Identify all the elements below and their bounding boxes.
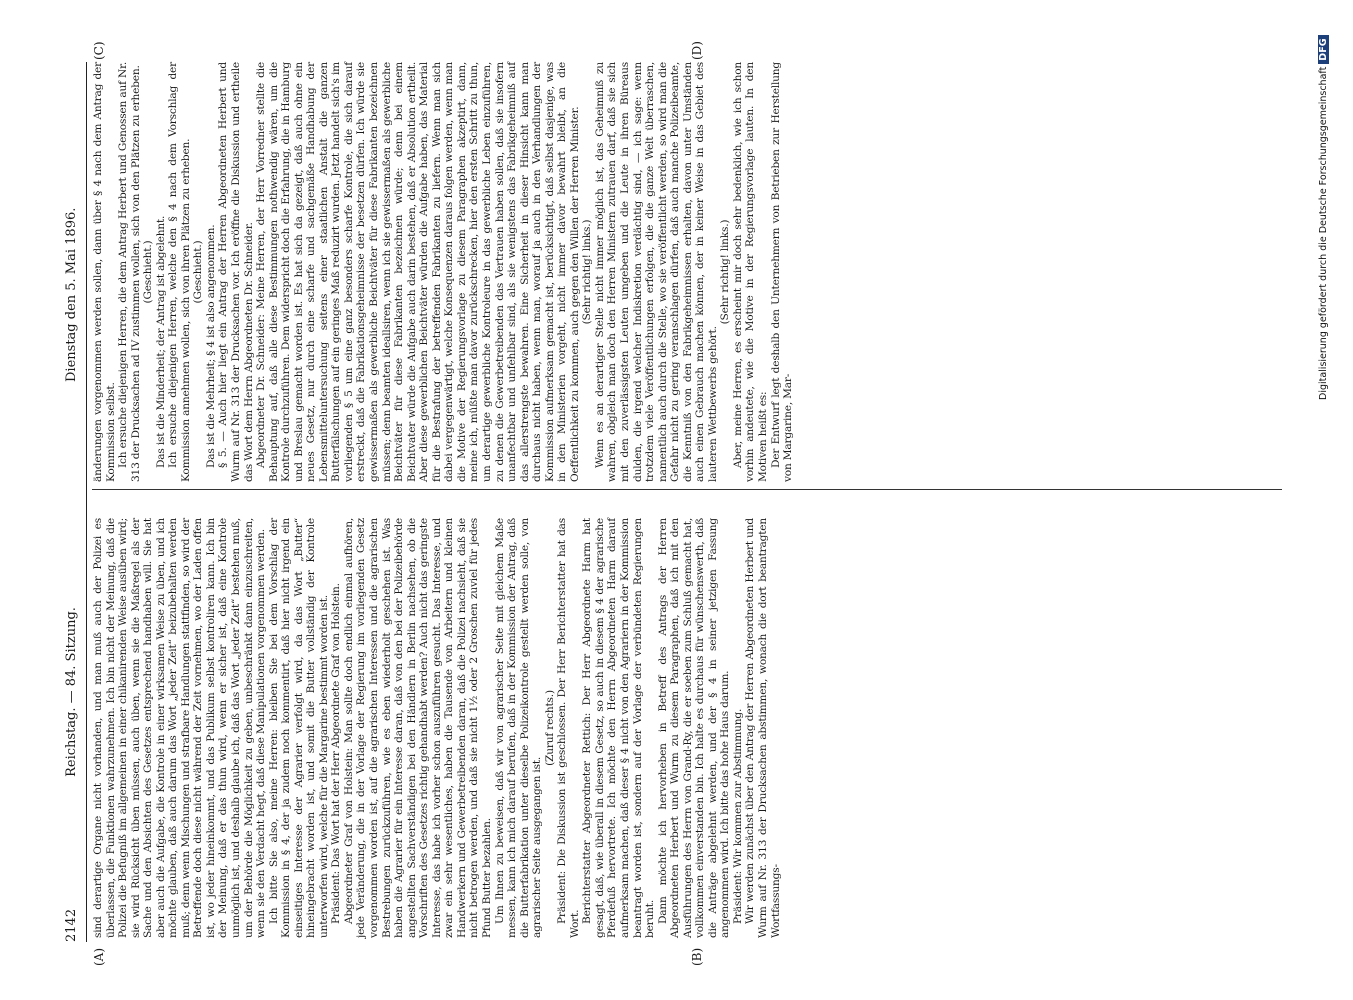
session-title: Reichstag. — 84. Sitzung. bbox=[64, 607, 79, 777]
paragraph: Abgeordneter Graf von Holstein: Man sollte doch endlich einmal aufhören, jede Veränderung, die in der Vorlage der Regierung im vorliegenden Gesetz vorgenommen worden ist, auf die agrarischen Interessen und die agrarischen Bestrebungen zurückzuführen, wie es eben wiederholt geschehen ist. Was haben die Agrarier für ein Interesse daran, daß von den bei der Polizeibehörde angestellten Sachverständigen bei den Händlern in Berlin nachsehen, ob die Vorschriften des Gesetzes richtig gehandhabt werden? Auch nicht das geringste Interesse, das habe ich vorher schon auszuführen gesucht. Das Interesse, und zwar ein sehr wesentliches, haben die Tausende von Arbeitern und kleinen Handwerkern und Gewerbetreibenden daran, daß die Polizei nachsieht, daß sie nicht betrogen werden, und daß sie nicht 1½ oder 2 Groschen zuviel für jedes Pfund Butter bezahlen. bbox=[342, 518, 493, 938]
paragraph: Wenn es an derartiger Stelle nicht immer möglich ist, das Geheimniß zu wahren, obgleich man doch den Herren Ministern zutrauen darf, daß sie sich mit den zuverlässigsten Leuten umgeben und die Leute in ihren Büreaus dulden, die irgend welcher Indiskretion verdächtig sind, — ich sage: wenn trotzdem viele Veröffentlichungen erfolgen, die die ganze Welt überraschen, namentlich auch durch die Stelle, wo sie veröffentlicht werden, so wird man die Gefahr nicht zu gering veranschlagen dürfen, daß auch manche Polizeibeamte, die Kenntniß von den Fabrikgeheimnissen erhalten, davon unter Umständen auch einen Gebrauch machen können, der in keiner Weise in das Gebiet des lauteren Wettbewerbs gehört. bbox=[593, 62, 719, 482]
paragraph: Der Entwurf legt deshalb den Unternehmern von Betrieben zur Herstellung von Margarine, Mar- bbox=[769, 62, 795, 482]
paragraph: Präsident: Wir kommen zur Abstimmung. bbox=[731, 708, 744, 924]
interjection: (Zuruf rechts.) bbox=[543, 690, 556, 766]
header-rule bbox=[86, 62, 87, 942]
interjection: (Sehr richtig! links.) bbox=[581, 219, 594, 325]
margin-marker-b: (B) bbox=[690, 947, 704, 966]
paragraph: Ich ersuche diejenigen Herren, die dem Antrag Herbert und Genossen auf Nr. 313 der Drucksachen ad IV zustimmen wollen, sich von den Plätzen zu erheben. bbox=[117, 62, 142, 482]
paragraph: Dann möchte ich hervorheben in Betreff des Antrags der Herren Abgeordneten Herbert und Wurm zu diesem Paragraphen, daß ich mit den Ausführungen des Herrn von Grand-Ry, die er soeben zum Schluß gemacht hat, vollkommen einverstanden bin. Ich halte es durchaus für wünschenswerth, daß die Anträge abgelehnt werden, und der § 4 in seiner jetzigen Fassung angenommen wird. Ich bitte das hohe Haus darum. bbox=[656, 518, 732, 938]
paragraph: Aber, meine Herren, es erscheint mir doch sehr bedenklich, wie ich schon vorhin andeutete, wie die Motive in der Regierungsvorlage lauten. In den Motiven heißt es: bbox=[731, 62, 769, 482]
paragraph: Abgeordneter Dr. Schneider: Meine Herren, der Herr Vorredner stellte die Behauptung auf, daß alle diese Bestimmungen nothwendig wären, um die Kontrole durchzuführen. Dem widerspricht doch die Erfahrung, die in Hamburg und Breslau gemacht worden ist. Es hat sich da gezeigt, daß auch ohne ein neues Gesetz, nur durch eine scharfe und sachgemäße Handhabung der Lebensmitteluntersuchung seitens einer staatlichen Anstalt die ganzen Butterfälschungen auf ein geringes Maß reduzirt wurden. Jetzt handelt sich's im vorliegenden § 5 um eine ganz besonders scharfe Kontrole, die sich darauf erstreckt, daß die Fabrikationsgeheimnisse der besetzen dürfen. Ich würde sie gewissermaßen als gewerbliche Beichtväter für diese Fabrikanten bezeichnen müssen; denn beamten ideallsiren, wenn ich sie gewissermaßen als gewerbliche Beichtväter für diese Fabrikanten bezeichnen würde; denn bei einem Beichtvater würde die Aufgabe auch darin bestehen, daß er Absolution ertheilt. Aber diese gewerblichen Beichtväter würden die Aufgabe haben, das Material für die Bestrafung der betreffenden Fabrikanten zu liefern. Wenn man sich dabei vergegenwärtigt, welche Konsequenzen daraus folgen werden, wenn man die Motive der Regierungsvorlage zu diesem Paragraphen akzeptirt, dann, meine ich, müßte man davor zurückschrecken, hier den ersten Schritt zu thun, um derartige gewerbliche Kontroleure in das gewerbliche Leben einzuführen, zu denen die Gewerbetreibenden das Vertrauen haben sollen, daß sie insofern unanfechtbar und unfehlbar sind, als sie wenigstens das Fabrikgeheimniß auf das allerstrengste bewahren. Eine Sicherheit in dieser Hinsicht kann man durchaus nicht haben, wenn man, worauf ja auch in den Verhandlungen der Kommission aufmerksam gemacht ist, berücksichtigt, daß selbst dasjenige, was in den Ministerien vorgeht, nicht immer davor bewahrt bleibt, an die Oeffentlichkeit zu kommen, auch gegen den Willen der Herren Minister. bbox=[255, 62, 581, 482]
digitization-credit bbox=[1318, 36, 1329, 401]
paragraph: Um Ihnen zu beweisen, daß wir von agrarischer Seite mit gleichem Maße messen, kann ich mich darauf berufen, daß in der Kommission der Antrag, daß die Butterfabrikation unter dieselbe Polizeikontrole gestellt werden solle, von agrarischer Seite ausgegangen ist. bbox=[493, 518, 544, 938]
margin-marker-c: (C) bbox=[92, 41, 106, 60]
paragraph: § 5. — Auch hier liegt ein Antrag der Herren Abgeordneten Herbert und Wurm auf Nr. 313 der Drucksachen vor. Ich eröffne die Diskussion und ertheile das Wort dem Herrn Abgeordneten Dr. Schneider. bbox=[217, 62, 255, 482]
paragraph: Präsident: Das Wort hat der Herr Abgeordnete Graf von Holstein. bbox=[330, 583, 343, 924]
paragraph: änderungen vorgenommen werden sollen, dann über § 4 nach dem Antrag der Kommission selbst. bbox=[92, 62, 117, 482]
paragraph: Wir werden zunächst über den Antrag der Herren Abgeordneten Herbert und Wurm auf Nr. 313 der Drucksachen abstimmen, wonach die dort beantragten Wortfassungs- bbox=[744, 518, 782, 938]
page-number: 2142 bbox=[64, 908, 79, 942]
paragraph: Berichterstatter Abgeordneter Rettich: Der Herr Abgeordnete Harm hat gesagt, daß, wie überall in diesem Gesetz, so auch in diesem § 4 der agrarische Pferdefuß hervortrete. Ich möchte den Herrn Abgeordneten Harm darauf aufmerksam machen, daß dieser § 4 nicht von den Agrariern in der Kommission beantragt worden ist, sondern auf der Vorlage der verbündeten Regierungen beruht. bbox=[581, 518, 657, 938]
interjection: (Geschieht.) bbox=[192, 240, 205, 304]
paragraph: Das ist die Mehrheit; § 4 ist also angenommen. bbox=[204, 224, 217, 468]
interjection: (Sehr richtig! links.) bbox=[719, 219, 732, 325]
paragraph: Präsident: Die Diskussion ist geschlossen. Der Herr Berichterstatter hat das Wort. bbox=[556, 518, 581, 938]
paragraph: Ich bitte Sie also, meine Herren: bleiben Sie bei dem Vorschlag der Kommission in § 4, der ja zudem noch kommentirt, daß hier nicht irgend ein einseitiges Interesse der Agrarier verfolgt wird, da das Wort „Butter“ hineingebracht worden ist, und somit die Butter vollständig der Kontrole unterworfen wird, welche für die Margarine bestimmt worden ist. bbox=[267, 518, 330, 938]
page-header bbox=[62, 62, 84, 942]
credit-text: Digitalisierung gefördert durch die Deutsche Forschungsgemeinschaft bbox=[1318, 66, 1329, 400]
right-column bbox=[92, 62, 795, 482]
margin-marker-d: (D) bbox=[690, 41, 704, 60]
interjection: (Geschieht.) bbox=[142, 240, 155, 304]
paragraph: Das ist die Minderheit; der Antrag ist abgelehnt. bbox=[154, 215, 167, 468]
left-column bbox=[92, 518, 782, 938]
column-divider bbox=[92, 489, 1282, 490]
paragraph: sind derartige Organe nicht vorhanden, und man muß auch der Polizei es überlassen, die Funktionen wahrzunehmen. Ich bin nicht der Meinung, daß die Polizei die Befugniß im allgemeinen in einer chikanirenden Weise ausüben wird; sie wird Rücksicht üben müssen, auch üben, wenn sie die Maßregel als der Sache und den Absichten des Gesetzes entsprechend handhaben will. Sie hat aber auch die Aufgabe, die Kontrole in einer wirksamen Weise zu üben, und ich möchte glauben, daß auch darum das Wort „jeder Zeit“ beizubehalten werden muß; denn wenn Mischungen und strafbare Handlungen stattfinden, so wird der Betreffende doch diese nicht während der Zeit vornehmen, wo der Laden offen ist, wo jeder hineinkommt, und das Publikum selbst kontroliren kann. Ich bin der Meinung, daß er das thun wird, wenn er sicher ist, daß eine Kontrole unmöglich ist, und deshalb glaube ich, daß das Wort „jeder Zeit“ bestehen muß, um der Behörde die Möglichkeit zu geben, unbeschränkt dann einzuschreiten, wenn sie den Verdacht hegt, daß diese Manipulationen vorgenommen werden. bbox=[92, 518, 268, 938]
session-date: Dienstag den 5. Mai 1896. bbox=[64, 207, 79, 382]
dfg-logo: DFG bbox=[1318, 36, 1329, 64]
margin-marker-a: (A) bbox=[92, 947, 106, 966]
paragraph: Ich ersuche diejenigen Herren, welche den § 4 nach dem Vorschlag der Kommission annehmen wollen, sich von ihren Plätzen zu erheben. bbox=[167, 62, 192, 482]
